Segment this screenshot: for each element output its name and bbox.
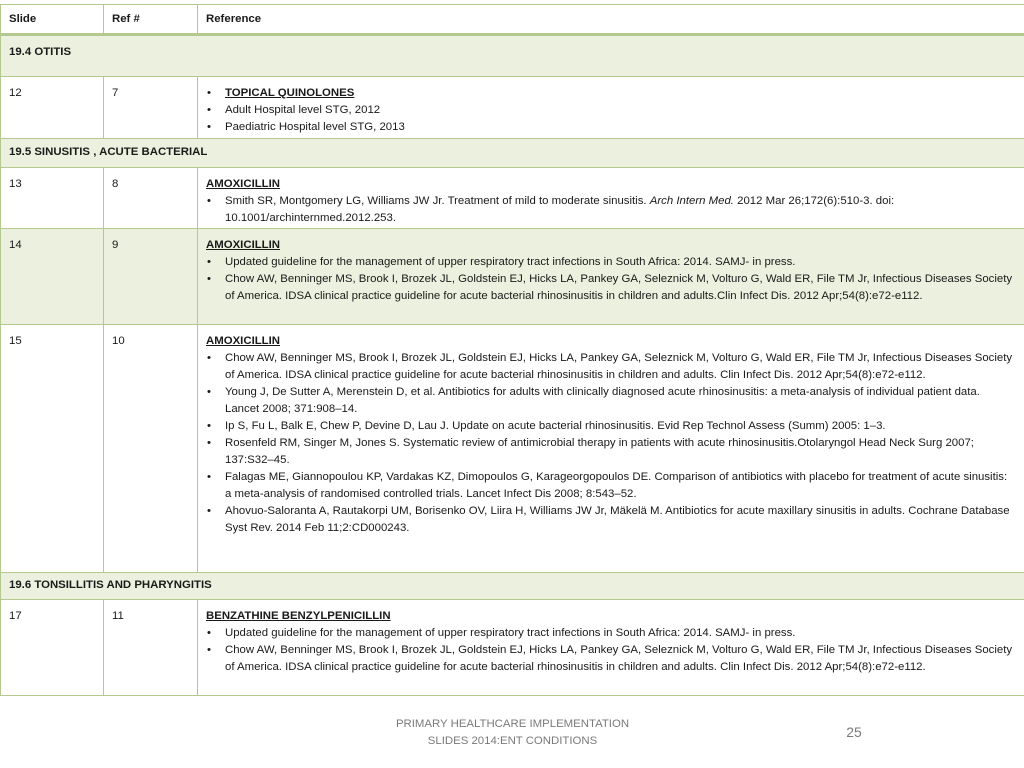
references-table xyxy=(0,4,1024,696)
reference-list xyxy=(206,193,1016,227)
header-ref: Ref # xyxy=(104,5,198,35)
slide-number: 14 xyxy=(1,229,104,325)
section-title: 19.5 SINUSITIS , ACUTE BACTERIAL xyxy=(1,139,1024,168)
table-row xyxy=(1,600,1024,696)
journal-name: Arch Intern Med. xyxy=(649,195,734,207)
reference-cell xyxy=(198,77,1024,139)
ref-number: 11 xyxy=(104,600,198,696)
list-item: • Updated guideline for the management of upper respiratory tract infections in South Africa: 2014. SAMJ- in press. xyxy=(206,254,1016,271)
footer-line-1: PRIMARY HEALTHCARE IMPLEMENTATION xyxy=(395,718,630,730)
drug-name: AMOXICILLIN xyxy=(206,335,281,347)
drug-name: AMOXICILLIN xyxy=(206,239,281,251)
reference-list xyxy=(206,350,1016,537)
list-item: • Young J, De Sutter A, Merenstein D, et al. Antibiotics for adults with clinically diagnosed acute rhinosinusitis: a meta-analysis of individual patient data. Lancet 2008; 371:908–14. xyxy=(206,384,1016,418)
list-item: • Updated guideline for the management of upper respiratory tract infections in South Africa: 2014. SAMJ- in press. xyxy=(206,625,1016,642)
citation-text: Smith SR, Montgomery LG, Williams JW Jr. Treatment of mild to moderate sinusitis. xyxy=(225,195,647,207)
list-item: • Ahovuo-Saloranta A, Rautakorpi UM, Borisenko OV, Liira H, Williams JW Jr, Mäkelä M. Antibiotics for acute maxillary sinusitis in adults. Cochrane Database Syst Rev. 2014 Feb 11;2:CD000243. xyxy=(206,503,1016,537)
list-item: • Rosenfeld RM, Singer M, Jones S. Systematic review of antimicrobial therapy in patients with acute rhinosinusitis.Otolaryngol Head Neck Surg 2007; 137:S32–45. xyxy=(206,435,1016,469)
slide-number: 13 xyxy=(1,168,104,229)
section-title: 19.6 TONSILLITIS AND PHARYNGITIS xyxy=(1,573,1024,600)
list-item xyxy=(206,85,1016,102)
table-row xyxy=(1,325,1024,573)
list-item: • Chow AW, Benninger MS, Brook I, Brozek JL, Goldstein EJ, Hicks LA, Pankey GA, Seleznick M, Volturo G, Wald ER, File TM Jr, Infectious Diseases Society of America. IDSA clinical practice guideline for acute bacterial rhinosinusitis in children and adults. Clin Infect Dis. 2012 Apr;54(8):e72-e112. xyxy=(206,642,1016,676)
section-row-otitis xyxy=(1,35,1024,77)
reference-list xyxy=(206,625,1016,676)
ref-number: 7 xyxy=(104,77,198,139)
reference-cell xyxy=(198,229,1024,325)
footer-line-2: SLIDES 2014:ENT CONDITIONS xyxy=(427,735,598,747)
reference-cell xyxy=(198,168,1024,229)
list-item: • Paediatric Hospital level STG, 2013 xyxy=(206,119,1016,136)
header-reference: Reference xyxy=(198,5,1024,35)
slide-number: 15 xyxy=(1,325,104,573)
list-item xyxy=(206,193,1016,227)
table-row xyxy=(1,168,1024,229)
slide-number: 17 xyxy=(1,600,104,696)
table-row xyxy=(1,229,1024,325)
ref-number: 9 xyxy=(104,229,198,325)
reference-list xyxy=(206,85,1016,136)
drug-name: BENZATHINE BENZYLPENICILLIN xyxy=(206,610,391,622)
reference-list xyxy=(206,254,1016,305)
header-slide: Slide xyxy=(1,5,104,35)
drug-name: TOPICAL QUINOLONES xyxy=(225,87,355,99)
ref-number: 10 xyxy=(104,325,198,573)
reference-cell xyxy=(198,600,1024,696)
list-item: • Chow AW, Benninger MS, Brook I, Brozek JL, Goldstein EJ, Hicks LA, Pankey GA, Seleznick M, Volturo G, Wald ER, File TM Jr, Infectious Diseases Society of America. IDSA clinical practice guideline for acute bacterial rhinosinusitis in children and adults. Clin Infect Dis. 2012 Apr;54(8):e72-e112. xyxy=(206,350,1016,384)
table-row xyxy=(1,77,1024,139)
footer-text xyxy=(370,716,655,750)
list-item: • Falagas ME, Giannopoulou KP, Vardakas KZ, Dimopoulos G, Karageorgopoulos DE. Comparison of antibiotics with placebo for treatment of acute sinusitis: a meta-analysis of randomised controlled trials. Lancet Infect Dis 2008; 8:543–52. xyxy=(206,469,1016,503)
ref-number: 8 xyxy=(104,168,198,229)
section-row-sinusitis xyxy=(1,139,1024,168)
list-item: • Adult Hospital level STG, 2012 xyxy=(206,102,1016,119)
list-item: • Chow AW, Benninger MS, Brook I, Brozek JL, Goldstein EJ, Hicks LA, Pankey GA, Seleznick M, Volturo G, Wald ER, File TM Jr, Infectious Diseases Society of America. IDSA clinical practice guideline for acute bacterial rhinosinusitis in children and adults.Clin Infect Dis. 2012 Apr;54(8):e72-e112. xyxy=(206,271,1016,305)
reference-cell xyxy=(198,325,1024,573)
section-row-tonsillitis xyxy=(1,573,1024,600)
drug-name: AMOXICILLIN xyxy=(206,178,281,190)
list-item: • Ip S, Fu L, Balk E, Chew P, Devine D, Lau J. Update on acute bacterial rhinosinusitis. Evid Rep Technol Assess (Summ) 2005: 1–3. xyxy=(206,418,1016,435)
slide-number: 12 xyxy=(1,77,104,139)
citation-details: 2012 Mar 26;172(6):510-3. doi: 10.1001/archinternmed.2012.253. xyxy=(225,195,895,224)
page-number: 25 xyxy=(846,724,862,740)
table-header-row xyxy=(1,5,1024,35)
section-title: 19.4 OTITIS xyxy=(1,35,1024,77)
